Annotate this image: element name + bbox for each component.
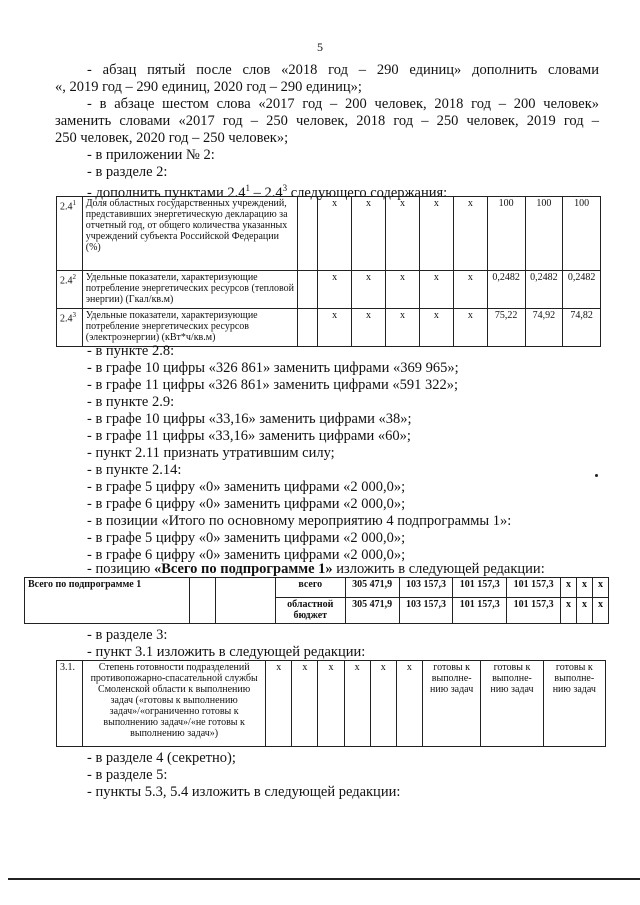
x-cell: x xyxy=(318,197,352,271)
amount-cell: 101 157,3 xyxy=(507,578,561,598)
subprogram-total-table xyxy=(24,577,609,624)
table-row xyxy=(57,271,601,309)
value-cell: 0,2482 xyxy=(525,271,563,309)
paragraph-line: - в графе 11 цифры «33,16» заменить цифрами «60»; xyxy=(87,428,411,444)
x-cell: x xyxy=(453,271,487,309)
paragraph-line: - в пункте 2.9: xyxy=(87,394,175,410)
page-number: 5 xyxy=(317,40,323,54)
superscript: 1 xyxy=(245,183,250,193)
paragraph-line: - пункт 3.1 изложить в следующей редакции: xyxy=(87,644,366,660)
paragraph-line xyxy=(87,561,545,578)
amount-cell: 305 471,9 xyxy=(345,578,399,598)
x-cell: x xyxy=(344,661,370,747)
x-cell: x xyxy=(576,578,592,598)
paragraph-line: - в графе 10 цифры «326 861» заменить цифрами «369 965»; xyxy=(87,360,459,376)
amount-cell: 101 157,3 xyxy=(453,598,507,624)
text-run: изложить в следующей редакции: xyxy=(332,561,545,577)
amount-cell: 101 157,3 xyxy=(507,598,561,624)
superscript: 3 xyxy=(282,183,288,193)
x-cell: x xyxy=(370,661,396,747)
x-cell: x xyxy=(352,309,386,347)
x-cell: x xyxy=(318,661,344,747)
paragraph-line: - в разделе 2: xyxy=(87,164,168,180)
paragraph-line: заменить словами «2017 год – 250 человек, 2018 год – 250 человек, 2019 год – xyxy=(55,113,599,129)
x-cell: x xyxy=(352,197,386,271)
row-number: 3.1. xyxy=(57,661,83,747)
value-cell: 0,2482 xyxy=(563,271,601,309)
value-cell: готовы к выполне-нию задач xyxy=(543,661,605,747)
x-cell: x xyxy=(386,197,420,271)
x-cell: x xyxy=(453,197,487,271)
table-row xyxy=(57,661,606,747)
x-cell: x xyxy=(561,598,577,624)
row-number: $2.4^1$ xyxy=(57,197,83,271)
x-cell: x xyxy=(386,309,420,347)
paragraph-line: - в графе 6 цифру «0» заменить цифрами «2 000,0»; xyxy=(87,547,406,563)
x-cell: x xyxy=(419,271,453,309)
value-cell: 75,22 xyxy=(487,309,525,347)
paragraph-line: - в разделе 4 (секретно); xyxy=(87,750,236,766)
x-cell: x xyxy=(292,661,318,747)
value-cell: готовы к выполне-нию задач xyxy=(481,661,543,747)
row-label: Всего по подпрограмме 1 xyxy=(25,578,190,624)
row-text: Удельные показатели, характеризующие потребление энергетических ресурсов (электроэнергии) (кВт*ч/кв.м) xyxy=(82,309,298,347)
text-run: - дополнить пунктами 2.4 xyxy=(87,184,246,201)
x-cell: x xyxy=(352,271,386,309)
scan-speck xyxy=(595,474,598,477)
amount-cell: 305 471,9 xyxy=(345,598,399,624)
paragraph-line: - в позиции «Итого по основному мероприятию 4 подпрограммы 1»: xyxy=(87,513,512,529)
row-number: $2.4^3$ xyxy=(57,309,83,347)
bottom-rule xyxy=(8,878,640,880)
paragraph-line: - пункты 5.3, 5.4 изложить в следующей редакции: xyxy=(87,784,401,800)
paragraph-line: - в приложении № 2: xyxy=(87,147,215,163)
paragraph-line: - в графе 6 цифру «0» заменить цифрами «2 000,0»; xyxy=(87,496,406,512)
text-run: – 2.4 xyxy=(250,184,283,201)
paragraph-line: 250 человек, 2020 год – 250 человек»; xyxy=(55,130,289,146)
empty-cell xyxy=(298,271,318,309)
x-cell: x xyxy=(386,271,420,309)
table-row xyxy=(57,309,601,347)
x-cell: x xyxy=(266,661,292,747)
paragraph-line: «, 2019 год – 290 единиц, 2020 год – 290 единиц»; xyxy=(55,79,362,95)
value-cell: 100 xyxy=(487,197,525,271)
x-cell: x xyxy=(419,309,453,347)
row-text: Доля областных государственных учреждений, представивших энергетическую декларацию за отчетный год, от общего количества указанных учреждений субъекта Российской Федерации (%) xyxy=(82,197,298,271)
empty-cell xyxy=(216,578,276,624)
readiness-table xyxy=(56,660,606,747)
paragraph-line: - в графе 5 цифру «0» заменить цифрами «2 000,0»; xyxy=(87,479,406,495)
paragraph-line: - в пункте 2.14: xyxy=(87,462,182,478)
row-number: $2.4^2$ xyxy=(57,271,83,309)
x-cell: x xyxy=(318,271,352,309)
empty-cell xyxy=(298,309,318,347)
text-run: - позицию xyxy=(87,561,154,577)
paragraph-line: - в графе 10 цифры «33,16» заменить цифрами «38»; xyxy=(87,411,412,427)
x-cell: x xyxy=(318,309,352,347)
row-text: Удельные показатели, характеризующие потребление энергетических ресурсов (тепловой энергии) (Гкал/кв.м) xyxy=(82,271,298,309)
x-cell: x xyxy=(592,598,608,624)
source-cell: областной бюджет xyxy=(275,598,345,624)
value-cell: 74,82 xyxy=(563,309,601,347)
value-cell: 100 xyxy=(525,197,563,271)
value-cell: 74,92 xyxy=(525,309,563,347)
paragraph-line: - в графе 11 цифры «326 861» заменить цифрами «591 322»; xyxy=(87,377,459,393)
x-cell: x xyxy=(576,598,592,624)
table-row xyxy=(57,197,601,271)
paragraph-line: - в абзаце шестом слова «2017 год – 200 человек, 2018 год – 200 человек» xyxy=(87,96,599,112)
value-cell: 100 xyxy=(563,197,601,271)
x-cell: x xyxy=(396,661,422,747)
paragraph-line: - пункт 2.11 признать утратившим силу; xyxy=(87,445,335,461)
paragraph-line: - в разделе 3: xyxy=(87,627,168,643)
bold-text-run: «Всего по подпрограмме 1» xyxy=(153,561,333,577)
indicators-table xyxy=(56,196,601,347)
x-cell: x xyxy=(592,578,608,598)
paragraph-line: - в пункте 2.8: xyxy=(87,343,175,359)
text-run: следующего содержания: xyxy=(287,184,448,201)
x-cell: x xyxy=(419,197,453,271)
x-cell: x xyxy=(561,578,577,598)
amount-cell: 101 157,3 xyxy=(453,578,507,598)
value-cell: готовы к выполне-нию задач xyxy=(422,661,480,747)
paragraph-line: - в графе 5 цифру «0» заменить цифрами «2 000,0»; xyxy=(87,530,406,546)
empty-cell xyxy=(190,578,216,624)
value-cell: 0,2482 xyxy=(487,271,525,309)
paragraph-line: - абзац пятый после слов «2018 год – 290 единиц» дополнить словами xyxy=(87,62,599,78)
amount-cell: 103 157,3 xyxy=(399,598,453,624)
amount-cell: 103 157,3 xyxy=(399,578,453,598)
table-row xyxy=(25,578,609,598)
x-cell: x xyxy=(453,309,487,347)
source-cell: всего xyxy=(275,578,345,598)
row-text: Степень готовности подразделений противопожарно-спасательной службы Смоленской области к выполнению задач («готовы к выполнению задач»/«ограниченно готовы к выполнению задач»/«не готовы к выполнению задач») xyxy=(83,661,266,747)
paragraph-line: - в разделе 5: xyxy=(87,767,168,783)
empty-cell xyxy=(298,197,318,271)
